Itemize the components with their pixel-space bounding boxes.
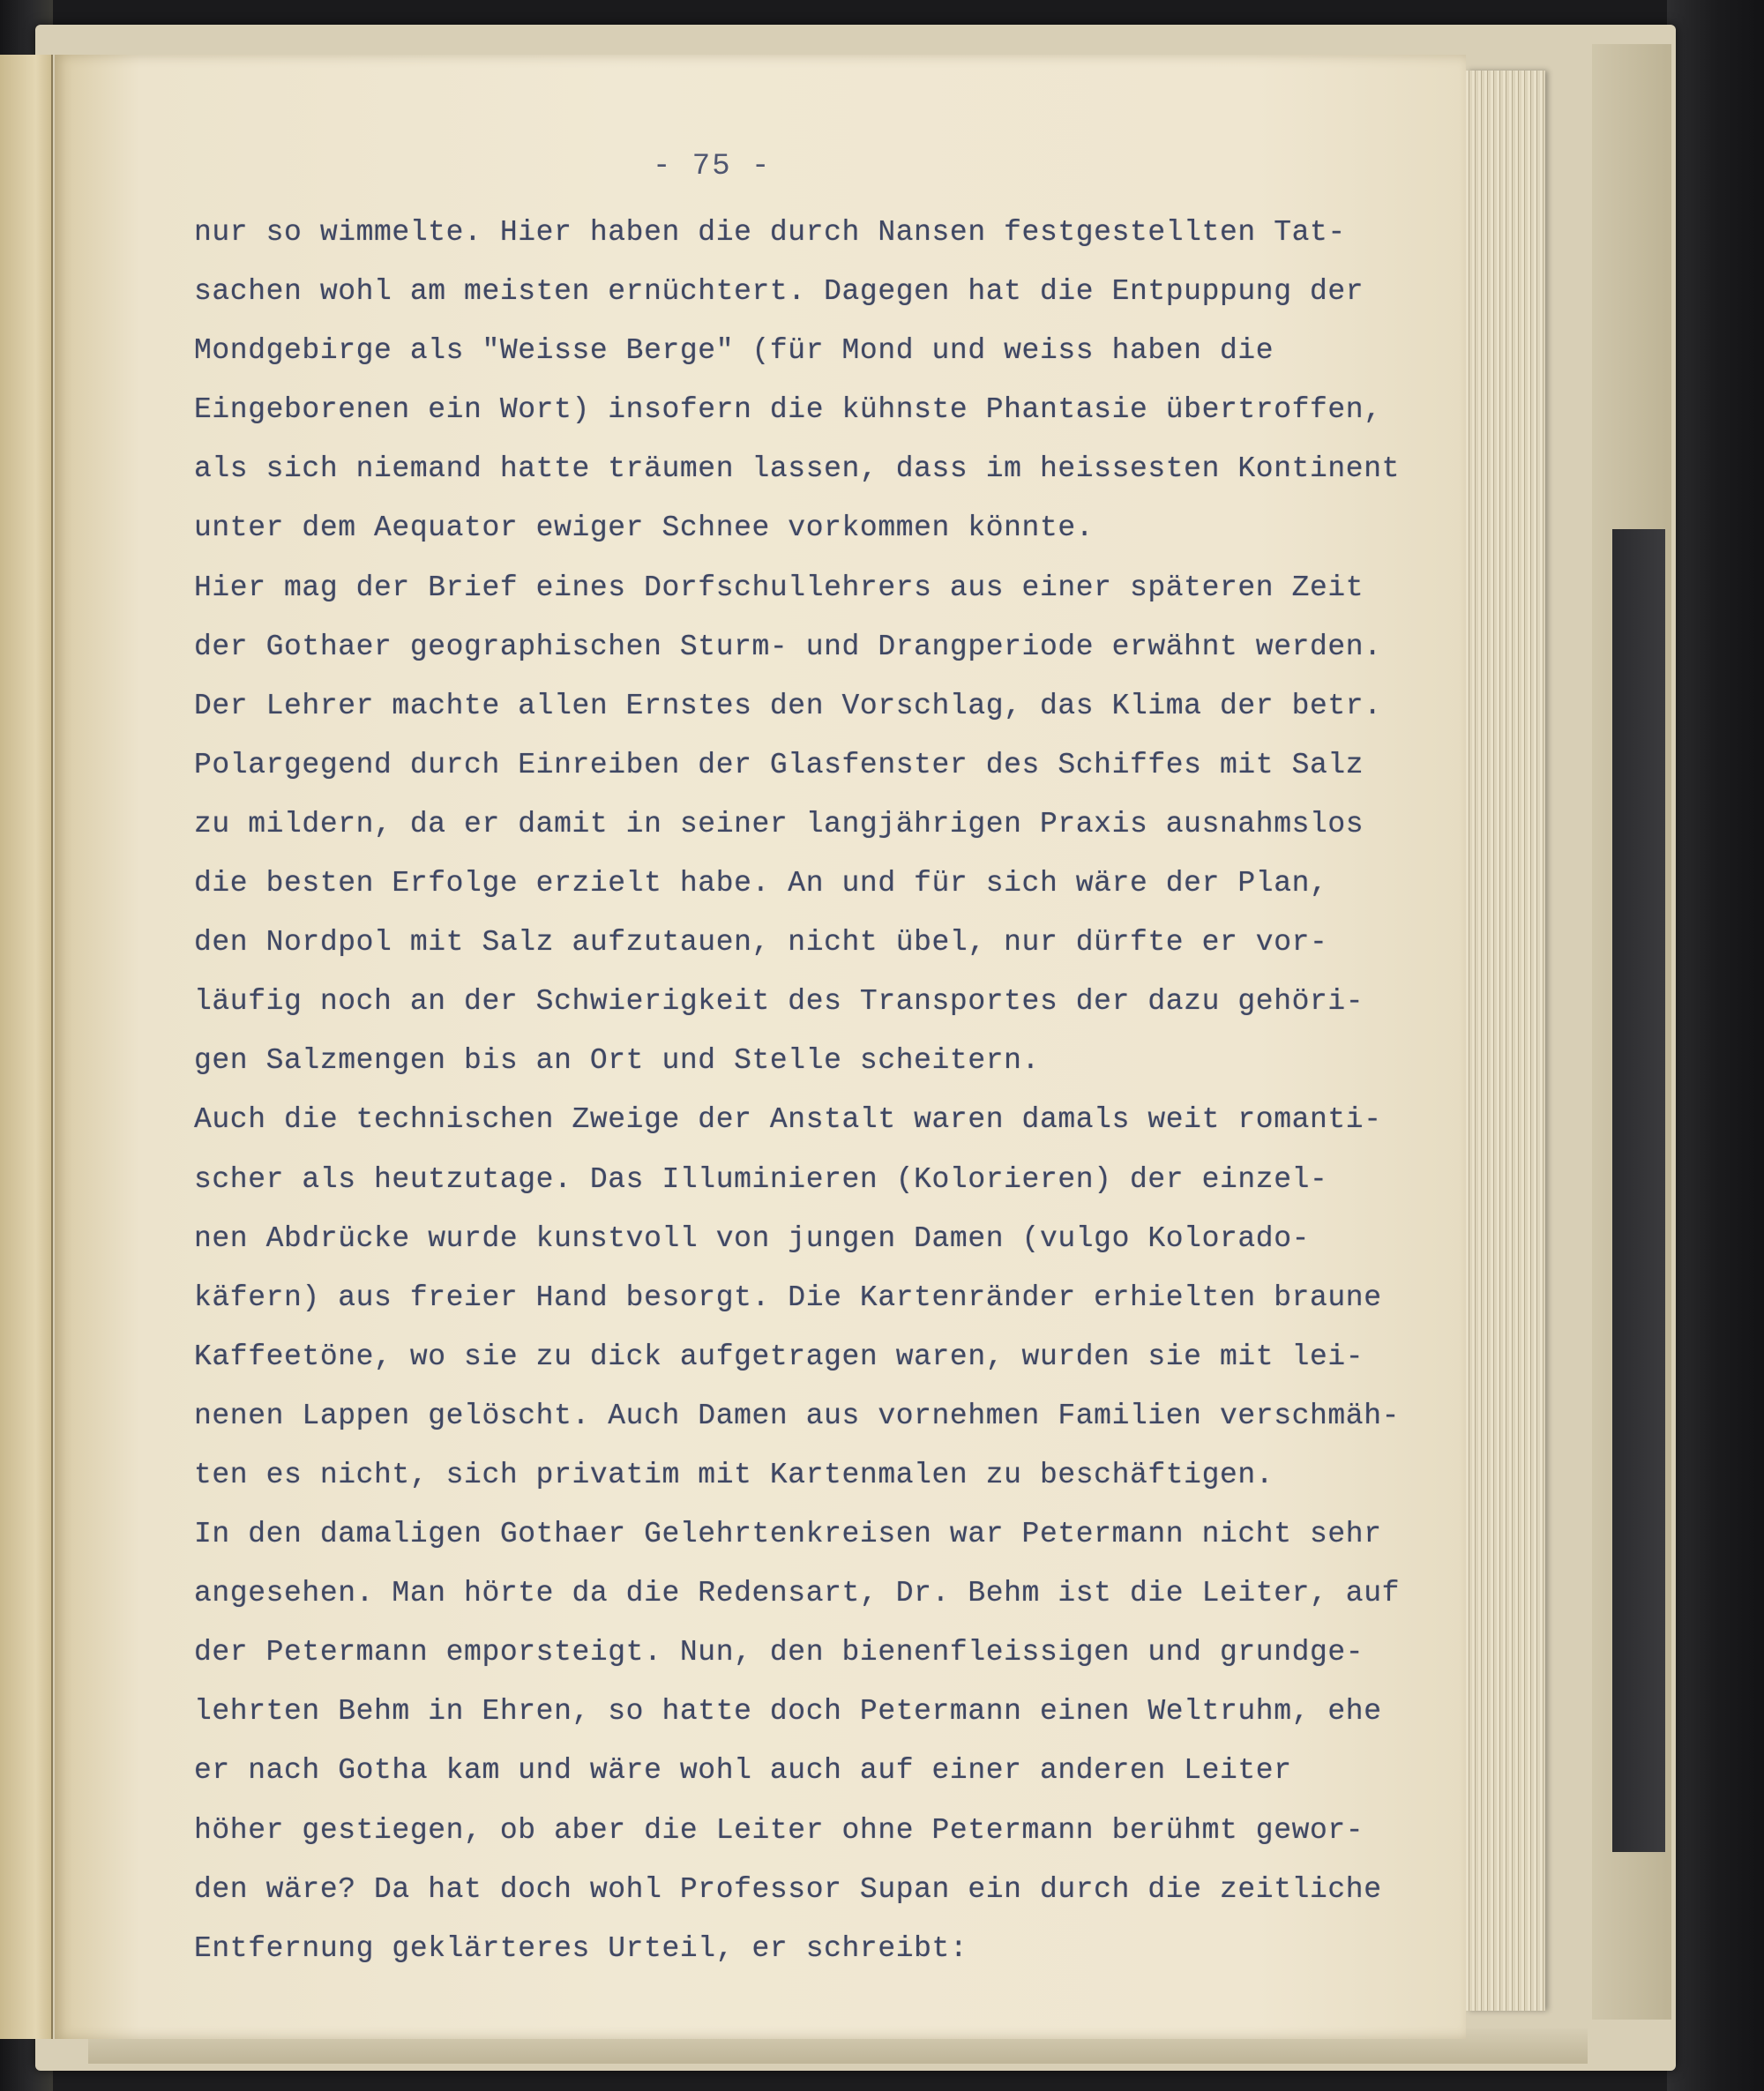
text-line: Hier mag der Brief eines Dorfschullehrers aus einer späteren Zeit <box>194 571 1364 604</box>
text-line: als sich niemand hatte träumen lassen, dass im heissesten Kontinent <box>194 452 1401 486</box>
left-page-edge <box>0 55 53 2039</box>
text-line: er nach Gotha kam und wäre wohl auch auf einer anderen Leiter <box>194 1754 1292 1788</box>
text-line: höher gestiegen, ob aber die Leiter ohne Petermann berühmt gewor- <box>194 1813 1364 1847</box>
text-line: läufig noch an der Schwierigkeit des Transportes der dazu gehöri- <box>194 985 1364 1019</box>
text-line: Entfernung geklärteres Urteil, er schreibt: <box>194 1931 968 1965</box>
text-line: käfern) aus freier Hand besorgt. Die Kartenränder erhielten braune <box>194 1281 1382 1314</box>
text-line: Der Lehrer machte allen Ernstes den Vorschlag, das Klima der betr. <box>194 689 1382 722</box>
text-line: zu mildern, da er damit in seiner langjährigen Praxis ausnahmslos <box>194 807 1364 840</box>
text-line: der Gothaer geographischen Sturm- und Drangperiode erwähnt werden. <box>194 630 1382 663</box>
text-line: die besten Erfolge erzielt habe. An und für sich wäre der Plan, <box>194 867 1328 900</box>
text-line: Eingeborenen ein Wort) insofern die kühnste Phantasie übertroffen, <box>194 393 1382 427</box>
text-line: In den damaligen Gothaer Gelehrtenkreisen war Petermann nicht sehr <box>194 1518 1382 1551</box>
text-line: der Petermann emporsteigt. Nun, den bienenfleissigen und grundge- <box>194 1636 1364 1669</box>
scanner-background-right <box>1667 0 1764 2091</box>
text-line: nur so wimmelte. Hier haben die durch Nansen festgestellten Tat- <box>194 216 1346 249</box>
text-line: scher als heutzutage. Das Illuminieren (Kolorieren) der einzel- <box>194 1162 1328 1196</box>
text-line: gen Salzmengen bis an Ort und Stelle scheitern. <box>194 1044 1040 1078</box>
text-line: Auch die technischen Zweige der Anstalt waren damals weit romanti- <box>194 1103 1382 1137</box>
text-line: Kaffeetöne, wo sie zu dick aufgetragen waren, wurden sie mit lei- <box>194 1340 1364 1373</box>
text-line: unter dem Aequator ewiger Schnee vorkommen könnte. <box>194 512 1095 545</box>
text-line: angesehen. Man hörte da die Redensart, Dr. Behm ist die Leiter, auf <box>194 1577 1401 1610</box>
text-line: lehrten Behm in Ehren, so hatte doch Petermann einen Weltruhm, ehe <box>194 1695 1382 1729</box>
page-number: - 75 - <box>653 150 772 183</box>
text-line: nenen Lappen gelöscht. Auch Damen aus vornehmen Familien verschmäh- <box>194 1399 1401 1432</box>
text-line: sachen wohl am meisten ernüchtert. Dagegen hat die Entpuppung der <box>194 275 1364 309</box>
text-line: den wäre? Da hat doch wohl Professor Supan ein durch die zeitliche <box>194 1872 1382 1906</box>
typewritten-text <box>194 203 1429 1978</box>
page-stack-edges <box>1466 71 1545 2011</box>
book-cover-flap <box>1612 529 1665 1852</box>
text-line: den Nordpol mit Salz aufzutauen, nicht übel, nur dürfte er vor- <box>194 926 1328 960</box>
text-line: Mondgebirge als "Weisse Berge" (für Mond und weiss haben die <box>194 334 1274 368</box>
text-line: nen Abdrücke wurde kunstvoll von jungen Damen (vulgo Kolorado- <box>194 1221 1310 1255</box>
text-line: Polargegend durch Einreiben der Glasfenster des Schiffes mit Salz <box>194 748 1364 781</box>
text-line: ten es nicht, sich privatim mit Kartenmalen zu beschäftigen. <box>194 1458 1274 1491</box>
